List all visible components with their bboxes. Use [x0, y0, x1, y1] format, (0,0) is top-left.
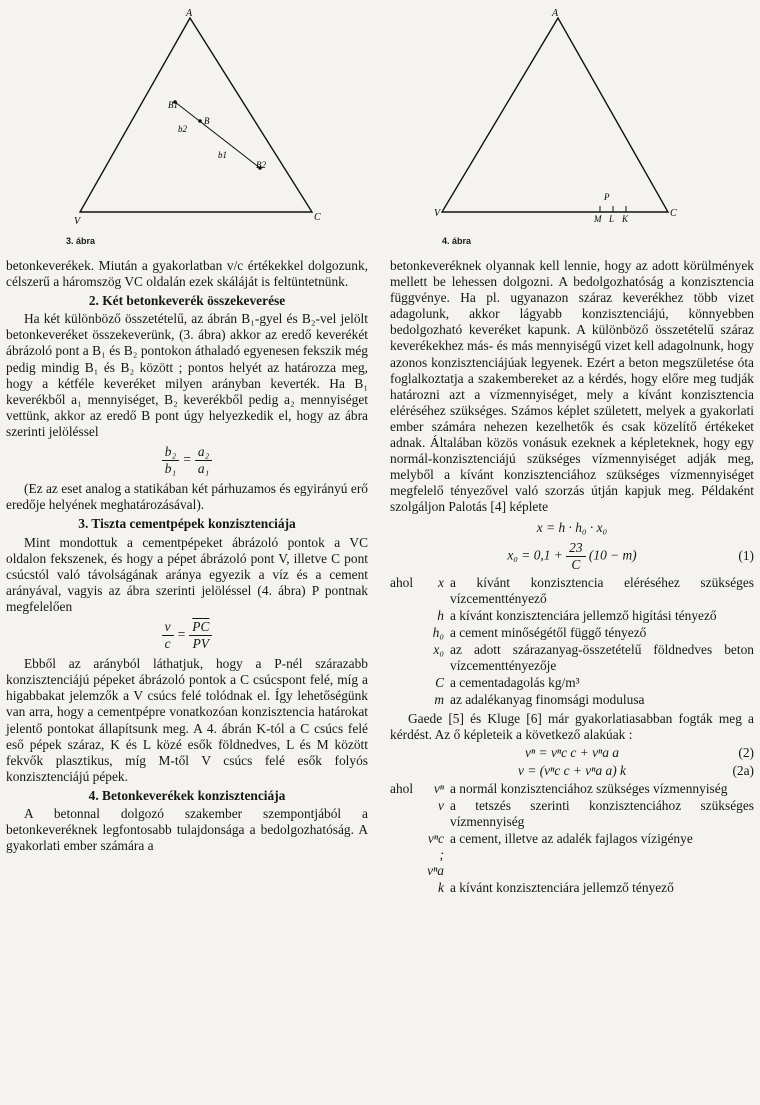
label-a: A — [186, 8, 193, 19]
definition-sym: h — [437, 607, 444, 623]
label-p: P — [604, 192, 610, 202]
definition-list — [390, 575, 754, 709]
definition-pre — [390, 642, 422, 674]
section-heading: 2. Két betonkeverék összekeverése — [88, 293, 286, 309]
paragraph: betonkeverékek. Miután a gyakorlatban v/c értékekkel dolgozunk, célszerű a háromszög VC oldalán ezek skáláját is feltüntetnünk. — [6, 258, 368, 290]
section-heading: 3. Tiszta cementpépek konzisztenciája — [78, 516, 296, 532]
definition-txt: a cementadagolás kg/m³ — [450, 675, 580, 691]
label-b1: B1 — [168, 100, 178, 110]
right-column — [390, 258, 754, 899]
definition-item — [390, 675, 754, 691]
figure-3-diagram — [60, 0, 350, 245]
definition-pre — [390, 625, 422, 641]
label-l: L — [609, 214, 615, 224]
definition-txt: a tetszés szerinti konzisztenciához szükséges vízmennyiség — [450, 798, 754, 830]
definition-item — [390, 831, 754, 879]
definition-pre — [390, 880, 422, 896]
definition-pre — [390, 675, 422, 691]
definition-sym: C — [435, 675, 444, 691]
definition-sym: h₀ — [432, 625, 444, 641]
definition-sym: x — [438, 574, 444, 590]
fraction: $\frac{\overline{PC}}{PV}$ — [189, 619, 212, 652]
figure-4 — [420, 0, 710, 245]
label-b2-segment: b2 — [178, 124, 187, 134]
section-heading: 4. Betonkeverékek konzisztenciája — [88, 787, 286, 803]
definition-sym: v — [438, 798, 444, 813]
triangle-avc — [80, 18, 312, 212]
fraction: $\frac{\text{b₂}}{\text{b₁}}$ — [162, 444, 179, 477]
equation-number: (2) — [738, 744, 755, 760]
definition-txt: a kívánt konzisztenciára jellemző tényező — [450, 880, 674, 896]
definition-txt: a kívánt konzisztenciára jellemző higítási tényező — [450, 607, 717, 623]
definition-txt: az adalékanyag finomsági modulusa — [450, 692, 645, 708]
fraction: $\frac{23}{C}$ — [566, 540, 585, 573]
definition-item — [390, 781, 754, 797]
point-b — [198, 119, 202, 123]
figure-3 — [60, 0, 350, 245]
definition-item — [390, 880, 754, 896]
left-column — [6, 258, 368, 854]
figure-4-caption: 4. ábra — [442, 236, 472, 246]
paragraph: betonkeveréknek olyannak kell lennie, hogy az adott körülmények mellett be lehessen dolgozni. A bedolgozhatóság a konzisztencia függvénye. Ha pl. ugyanazon száraz keverékhez több vizet adagolunk, akkor lágyabb konzisztenciájú, könnyebben bedolgozható keveréket kapunk. A különböző összetételű száraz keverékekhez más- és más mennyiségű vizet kell adagolnunk, hogy azonos konzisztenciájúak legyenek. Ezért a beton megszületése óta foglalkoztatja a szakembereket az a kérdés, hogy előre meg tudják határozni azt a vízmennyiséget, mely a kívánt konzisztencia eléréséhez szükséges. Számos képlet született, melyek a gyakorlati ember számára nehezen kezelhetők és csak közelítő értékeket adnak. Általában közös vonásuk ezeknek a képleteknek, hogy egy normál-konzisztenciájú szükséges vízmennyiséget adják meg, melyből a kívánt konzisztenciához szükséges vízmennyiséget megfelelő tényezővel való szorzás útján kapjuk meg. Példaként szolgáljon Palotás [4] képlete — [390, 258, 754, 515]
label-b: B — [204, 116, 210, 126]
label-b1-segment: b1 — [218, 150, 227, 160]
definition-item — [390, 575, 754, 607]
fraction: $\frac{\text{a₂}}{\text{a₁}}$ — [195, 444, 212, 477]
equation-ratio-v-c: $\frac{v}{c}$ = $\frac{\overline{PC}}{PV}$ — [6, 619, 368, 652]
definition-sym: vⁿ — [433, 780, 444, 796]
paragraph: Ha két különböző összetételű, az ábrán B₁-gyel és B₂-vel jelölt betonkeveréket összekeverünk, (3. ábra) akkor az eredő keverékét ábrázoló pont a B₁ és B₂ pontokon áthaladó egyenesen fekszik még pedig mindig B₁ és B₂ között ; pontos helyét az határozza meg, hogy a kétféle keveréket milyen arányban keverték. Ha B₁ keverékből a₁ mennyiséget, B₂ keverékből pedig a₂ mennyiséget vettünk, akkor az eredő B pont úgy helyezkedik el, hogy az ábra szerinti jelöléssel — [6, 311, 368, 439]
paragraph: A betonnal dolgozó szakember szempontjából a betonkeveréknek legfontosabb tulajdonsága a bedolgozhatóság. A gyakorlati ember számára a — [6, 806, 368, 854]
definition-sym: vⁿc ; vⁿa — [427, 831, 444, 879]
definition-sym: m — [434, 692, 444, 708]
definition-sym: k — [438, 880, 444, 896]
label-v: V — [74, 216, 81, 227]
fraction: $\frac{v}{c}$ — [162, 619, 174, 652]
paragraph: Mint mondottuk a cementpépeket ábrázoló pontok a VC oldalon fekszenek, és hogy a pépet ábrázoló pont V, illetve C pont csúcstól való távolságának aránya egyezik a víz és a cement arányával, vagyis az ábra szerinti jelöléssel (4. ábra) P pontnak megfelelően — [6, 534, 368, 614]
label-k: K — [622, 214, 629, 224]
equation-number: (2a) — [732, 762, 755, 778]
definition-pre: ahol — [390, 574, 414, 590]
equation-1: x₀ = 0,1 + $\frac{23}{C}$ (10 − m) (1) — [507, 539, 754, 572]
equation-ratio-b-a: $\frac{\text{b₂}}{\text{b₁}}$ = $\frac{\text{a₂}}{\text{a₁}}$ — [6, 444, 368, 477]
definition-txt: a normál konzisztenciához szükséges vízmennyiség — [450, 780, 728, 796]
definition-item — [390, 608, 754, 624]
label-b2: B2 — [256, 160, 266, 170]
definition-item — [390, 798, 754, 830]
definition-item — [390, 625, 754, 641]
paragraph: Ebből az arányból láthatjuk, hogy a P-nél szárazabb konzisztenciájú pépeket ábrázoló pontok a C csúcspont felé, míg a higabbakat jelemzők a V csúcs felé tolódnak el. Így lehetőségünk van arra, hogy a cementpépre vonatkozóan konzisztencia határokat jelentő pontokat állapítsunk meg. A 4. ábrán K-tól a C csúcs felé eső pépek száraz, K és L közé esők földnedves, L és M között fekvők plasztikus, míg M-től V csúcs felé esők folyós konzisztenciájú pépek. — [6, 656, 368, 784]
definition-txt: az adott szárazanyag-összetételű földnedves beton vízcementtényezője — [450, 642, 754, 674]
triangle-avc — [442, 18, 668, 212]
figure-4-diagram — [420, 0, 710, 245]
label-c: C — [314, 212, 321, 223]
definition-item — [390, 692, 754, 708]
definition-txt: a cement minőségétől függő tényező — [450, 625, 647, 641]
definition-item — [390, 642, 754, 674]
definition-pre — [390, 798, 422, 830]
equation-x: x = h · h₀ · x₀ — [536, 519, 608, 535]
label-c: C — [670, 208, 677, 219]
definition-txt: a cement, illetve az adalék fajlagos vízigénye — [450, 831, 693, 847]
definition-list — [390, 781, 754, 897]
label-m: M — [594, 214, 602, 224]
definition-txt: a kívánt konzisztencia eléréséhez szükséges vízcementtényező — [450, 574, 754, 606]
paragraph: Gaede [5] és Kluge [6] már gyakorlatiasabban fogták meg a kérdést. Az ő képleteik a következő alakúak : — [390, 710, 754, 742]
definition-sym: x₀ — [433, 642, 444, 658]
paragraph: (Ez az eset analog a statikában két párhuzamos és egyirányú erő eredője helyének meghatározásával). — [6, 481, 368, 513]
definition-pre — [390, 692, 422, 708]
label-a: A — [552, 8, 559, 19]
label-v: V — [434, 208, 441, 219]
figure-3-caption: 3. ábra — [66, 236, 96, 246]
equation-2: vⁿ = vⁿc c + vⁿa a (2) — [525, 744, 755, 760]
definition-pre — [390, 831, 422, 879]
definition-pre: ahol — [390, 780, 414, 796]
definition-pre — [390, 608, 422, 624]
equation-number: (1) — [738, 548, 754, 564]
equation-2a: v = (vⁿc c + vⁿa a) k (2a) — [518, 762, 755, 778]
